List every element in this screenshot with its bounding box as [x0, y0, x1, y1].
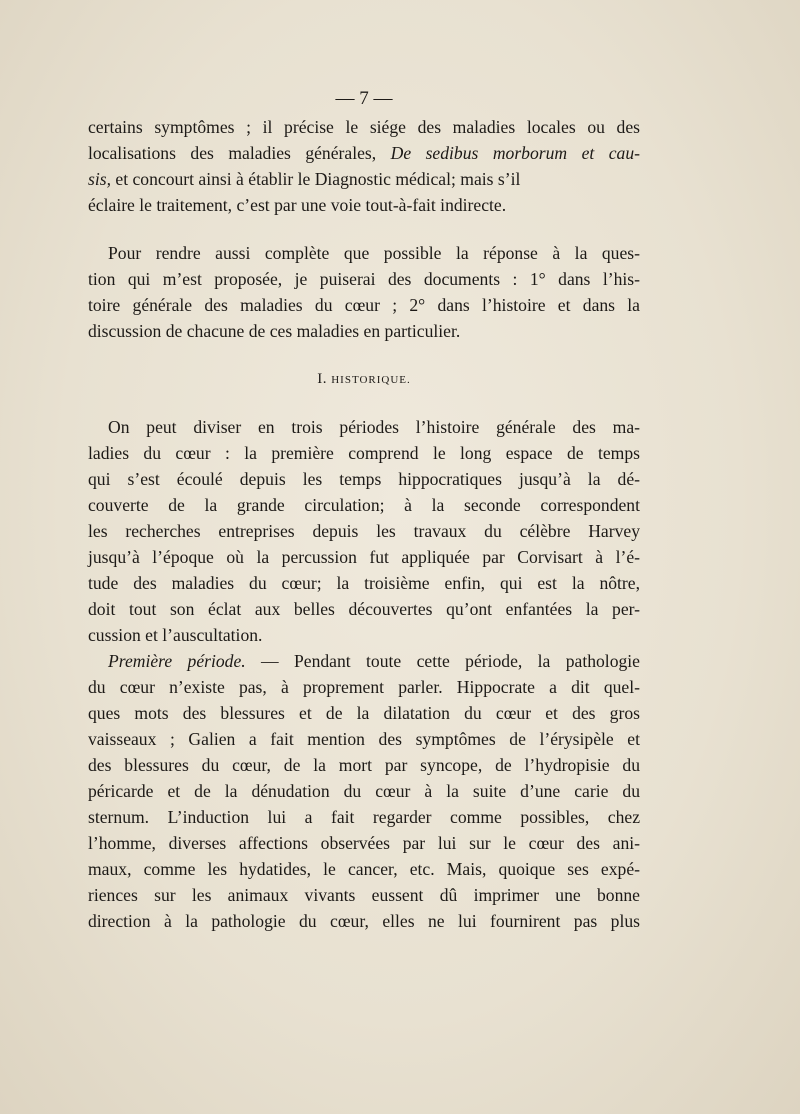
text-span: — Pendant toute cette période, la pathologie	[245, 651, 640, 671]
latin-title: De sedibus morborum et cau-	[390, 143, 640, 163]
text-line: éclaire le traitement, c’est par une voie tout-à-fait indirecte.	[88, 195, 507, 215]
paragraph-gap	[88, 218, 640, 240]
text-line: On peut diviser en trois périodes l’histoire générale des ma-	[108, 417, 640, 437]
text-line: péricarde et de la dénudation du cœur à la suite d’une carie du	[88, 781, 640, 801]
text-line: du cœur n’existe pas, à proprement parler. Hippocrate a dit quel-	[88, 677, 640, 697]
text-line: discussion de chacune de ces maladies en particulier.	[88, 321, 461, 341]
text-line	[88, 648, 640, 674]
page-number: — 7 —	[335, 88, 393, 109]
page-text	[88, 84, 640, 934]
text-line: toire générale des maladies du cœur ; 2° dans l’histoire et dans la	[88, 295, 640, 315]
text-line: ques mots des blessures et de la dilatation du cœur et des gros	[88, 703, 640, 723]
text-line: maux, comme les hydatides, le cancer, etc. Mais, quoique ses expé-	[88, 859, 640, 879]
text-line: les recherches entreprises depuis les travaux du célèbre Harvey	[88, 521, 640, 541]
section-heading	[88, 366, 640, 392]
text-line	[88, 140, 640, 166]
text-line: cussion et l’auscultation.	[88, 625, 263, 645]
text-line: ladies du cœur : la première comprend le long espace de temps	[88, 443, 640, 463]
text-line: sternum. L’induction lui a fait regarder comme possibles, chez	[88, 807, 640, 827]
paragraph-3	[88, 414, 640, 648]
text-line: Pour rendre aussi complète que possible la réponse à la ques-	[108, 243, 640, 263]
text-line: couverte de la grande circulation; à la seconde correspondent	[88, 495, 640, 515]
text-span: localisations des maladies générales,	[88, 143, 391, 163]
period-title: Première période.	[108, 651, 246, 671]
paragraph-gap	[88, 392, 640, 414]
latin-title-end: sis,	[88, 169, 111, 189]
text-line: direction à la pathologie du cœur, elles ne lui fournirent pas plus	[88, 911, 640, 931]
text-span: et concourt ainsi à établir le Diagnostic médical; mais s’il	[110, 169, 521, 189]
paragraph-2	[88, 240, 640, 344]
text-line: riences sur les animaux vivants eussent dû imprimer une bonne	[88, 885, 640, 905]
text-line: tion qui m’est proposée, je puiserai des documents : 1° dans l’his-	[88, 269, 640, 289]
text-line: vaisseaux ; Galien a fait mention des symptômes de l’érysipèle et	[88, 729, 640, 749]
section-numeral: I.	[317, 371, 327, 387]
paragraph-4	[88, 648, 640, 934]
text-line: l’homme, diverses affections observées par lui sur le cœur des ani-	[88, 833, 640, 853]
section-title: HISTORIQUE.	[331, 374, 411, 386]
paragraph-gap	[88, 344, 640, 366]
text-line	[88, 166, 640, 192]
text-line: doit tout son éclat aux belles découvertes qu’ont enfantées la per-	[88, 599, 640, 619]
paragraph-1	[88, 114, 640, 218]
text-line: qui s’est écoulé depuis les temps hippocratiques jusqu’à la dé-	[88, 469, 640, 489]
text-line: des blessures du cœur, de la mort par syncope, de l’hydropisie du	[88, 755, 640, 775]
text-line: certains symptômes ; il précise le siége des maladies locales ou des	[88, 117, 640, 137]
text-line: tude des maladies du cœur; la troisième enfin, qui est la nôtre,	[88, 573, 640, 593]
text-line: jusqu’à l’époque où la percussion fut appliquée par Corvisart à l’é-	[88, 547, 640, 567]
